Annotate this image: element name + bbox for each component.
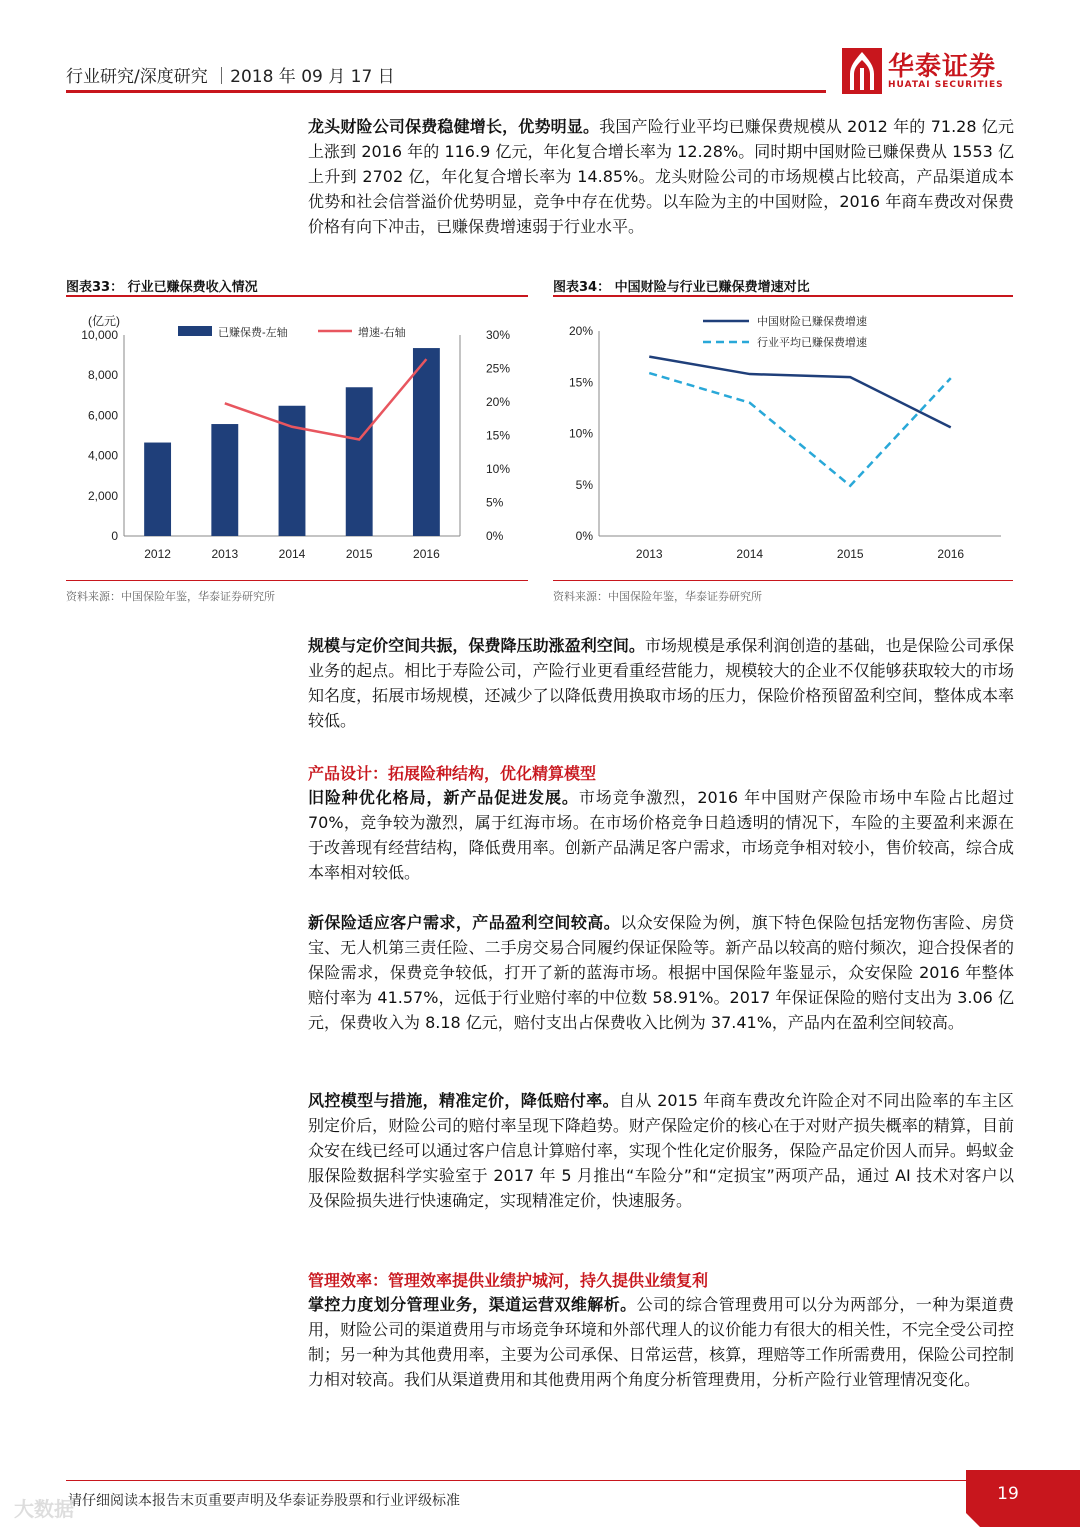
- paragraph-3-lead: 旧险种优化格局，新产品促进发展。: [308, 788, 579, 807]
- page-number: 19: [997, 1484, 1019, 1504]
- paragraph-5-lead: 风控模型与措施，精准定价，降低赔付率。: [308, 1091, 619, 1110]
- header-rule: [66, 90, 826, 93]
- paragraph-1-lead: 龙头财险公司保费稳健增长，优势明显。: [308, 117, 600, 136]
- x-tick-label: 2014: [736, 547, 764, 561]
- bar-2013: [211, 424, 238, 536]
- y-right-tick-label: 25%: [486, 361, 511, 376]
- y-right-tick-label: 30%: [486, 328, 511, 342]
- y-right-tick-label: 15%: [486, 428, 511, 443]
- y-left-tick-label: 2,000: [87, 488, 118, 503]
- paragraph-4-body: 以众安保险为例，旗下特色保险包括宠物伤害险、房贷宝、无人机第三责任险、二手房交易合同履约保证保险等。新产品以较高的赔付频次，迎合投保者的保险需求，保费竞争较低，打开了新的蓝海市场。根据中国保险年鉴显示，众安保险 2016 年整体赔付率为 41.57%，远低于行业赔付率的中位数 58.91%。2017 年保证保险的赔付支出为 3.06 亿元，保费收入为 8.18 亿元，赔付支出占保费收入比例为 37.41%，产品内在盈利空间较高。: [308, 913, 1014, 1032]
- x-tick-label: 2012: [144, 547, 171, 561]
- figure-33-title: 图表33： 行业已赚保费收入情况: [66, 280, 258, 295]
- figure-33-bottom-rule: [66, 580, 528, 581]
- bar-2014: [279, 406, 306, 536]
- paragraph-6-body: 公司的综合管理费用可以分为两部分，一种为渠道费用，财险公司的渠道费用与市场竞争环境和外部代理人的议价能力有很大的相关性，不完全受公司控制；另一种为其他费用率，主要为公司承保、日常运营，核算，理赔等工作所需费用，保险公司控制力相对较高。我们从渠道费用和其他费用两个角度分析管理费用，分析产险行业管理情况变化。: [308, 1295, 1014, 1389]
- series-line-1: [649, 357, 951, 428]
- footer-disclaimer: 请仔细阅读本报告末页重要声明及华泰证券股票和行业评级标准: [68, 1493, 460, 1509]
- y-left-tick-label: 0: [111, 529, 118, 543]
- bar-2015: [346, 387, 373, 536]
- x-tick-label: 2014: [278, 547, 306, 561]
- paragraph-4-lead: 新保险适应客户需求，产品盈利空间较高。: [308, 913, 621, 932]
- figure-33-chart: [66, 305, 528, 575]
- figure-34-bottom-rule: [553, 580, 1013, 581]
- paragraph-3-body: 市场竞争激烈，2016 年中国财产保险市场中车险占比超过 70%，竞争较为激烈，属于红海市场。在市场价格竞争日趋透明的情况下，车险的主要盈利来源在于改善现有经营结构，降低费用率。创新产品满足客户需求，市场竞争相对较小，售价较高，综合成本率相对较低。: [308, 788, 1014, 882]
- paragraph-5: [308, 1088, 1014, 1213]
- figure-34-title: 图表34： 中国财险与行业已赚保费增速对比: [553, 280, 810, 295]
- y-tick-label: 0%: [575, 529, 593, 543]
- y-right-tick-label: 10%: [486, 462, 511, 476]
- y-tick-label: 20%: [568, 324, 593, 338]
- paragraph-3: [308, 785, 1014, 885]
- figure-33-source: 资料来源：中国保险年鉴，华泰证券研究所: [66, 590, 275, 603]
- growth-line: [225, 359, 427, 439]
- paragraph-6-lead: 掌控力度划分管理业务，渠道运营双维解析。: [308, 1295, 637, 1314]
- paragraph-1-body: 我国产险行业平均已赚保费规模从 2012 年的 71.28 亿元上涨到 2016 年的 116.9 亿元，年化复合增长率为 12.28%。同时期中国财险已赚保费从 1553 亿上升到 2702 亿，年化复合增长率为 14.85%。龙头财险公司的市场规模占比较高，产品渠道成本优势和社会信誉溢价优势明显，竞争中存在优势。以车险为主的中国财险，2016 年商车费改对保费价格有向下冲击，已赚保费增速弱于行业水平。: [308, 117, 1014, 236]
- header-text: 行业研究/深度研究 ｜2018 年 09 月 17 日: [66, 67, 395, 87]
- x-tick-label: 2016: [413, 547, 440, 561]
- paragraph-4: [308, 910, 1014, 1035]
- section-heading-product-design: 产品设计：拓展险种结构，优化精算模型: [308, 764, 597, 783]
- y-left-tick-label: 6,000: [87, 408, 118, 423]
- y-tick-label: 15%: [568, 375, 593, 390]
- x-tick-label: 2015: [345, 547, 373, 561]
- figure-34-source: 资料来源：中国保险年鉴，华泰证券研究所: [553, 590, 762, 603]
- watermark: 大数据: [14, 1497, 74, 1521]
- paragraph-2: [308, 633, 1014, 733]
- y-right-tick-label: 0%: [486, 529, 504, 543]
- paragraph-1: [308, 114, 1014, 239]
- x-tick-label: 2013: [635, 547, 663, 561]
- logo-mark-icon: [842, 46, 882, 96]
- legend-label-2: 行业平均已赚保费增速: [757, 337, 867, 349]
- paragraph-2-lead: 规模与定价空间共振，保费降压助涨盈利空间。: [308, 636, 645, 655]
- figure-34-title-rule: [553, 295, 1013, 297]
- paragraph-2-body: 市场规模是承保利润创造的基础，也是保险公司承保业务的起点。相比于寿险公司，产险行业更看重经营能力，规模较大的企业不仅能够获取较大的市场知名度，拓展市场规模，还减少了以降低费用换取市场的压力，保险价格预留盈利空间，整体成本率较低。: [308, 636, 1014, 730]
- y-right-tick-label: 5%: [486, 495, 504, 510]
- logo: [842, 46, 1017, 98]
- y-left-tick-label: 8,000: [87, 368, 118, 383]
- bar-2012: [144, 443, 171, 536]
- section-heading-management-efficiency: 管理效率：管理效率提供业绩护城河，持久提供业绩复利: [308, 1271, 709, 1290]
- y-axis-unit-label: (亿元): [88, 314, 120, 328]
- x-tick-label: 2015: [836, 547, 864, 561]
- logo-text-en: HUATAI SECURITIES: [888, 80, 1004, 90]
- footer-rule: [66, 1480, 966, 1481]
- legend-label-line: 增速-右轴: [358, 327, 406, 339]
- bar-2016: [413, 348, 440, 536]
- legend-swatch-bar: [178, 326, 212, 336]
- logo-text-cn: 华泰证券: [888, 52, 997, 82]
- x-tick-label: 2016: [937, 547, 965, 561]
- x-tick-label: 2013: [211, 547, 239, 561]
- legend-label-bar: 已赚保费-左轴: [218, 327, 288, 339]
- legend-label-1: 中国财险已赚保费增速: [757, 316, 867, 328]
- series-line-2: [649, 373, 951, 486]
- y-tick-label: 5%: [575, 477, 593, 492]
- figure-33-title-rule: [66, 295, 528, 297]
- y-left-tick-label: 10,000: [81, 328, 118, 342]
- y-tick-label: 10%: [568, 426, 593, 441]
- figure-34-chart: [553, 305, 1013, 575]
- paragraph-6: [308, 1292, 1014, 1392]
- y-right-tick-label: 20%: [486, 395, 511, 409]
- y-left-tick-label: 4,000: [87, 448, 118, 463]
- paragraph-5-body: 自从 2015 年商车费改允许险企对不同出险率的车主区别定价后，财险公司的赔付率呈现下降趋势。财产保险定价的核心在于对财产损失概率的精算，目前众安在线已经可以通过客户信息计算赔付率，实现个性化定价服务，保险产品定价因人而异。蚂蚁金服保险数据科学实验室于 2017 年 5 月推出“车险分”和“定损宝”两项产品，通过 AI 技术对客户以及保险损失进行快速确定，实现精准定价，快速服务。: [308, 1091, 1014, 1210]
